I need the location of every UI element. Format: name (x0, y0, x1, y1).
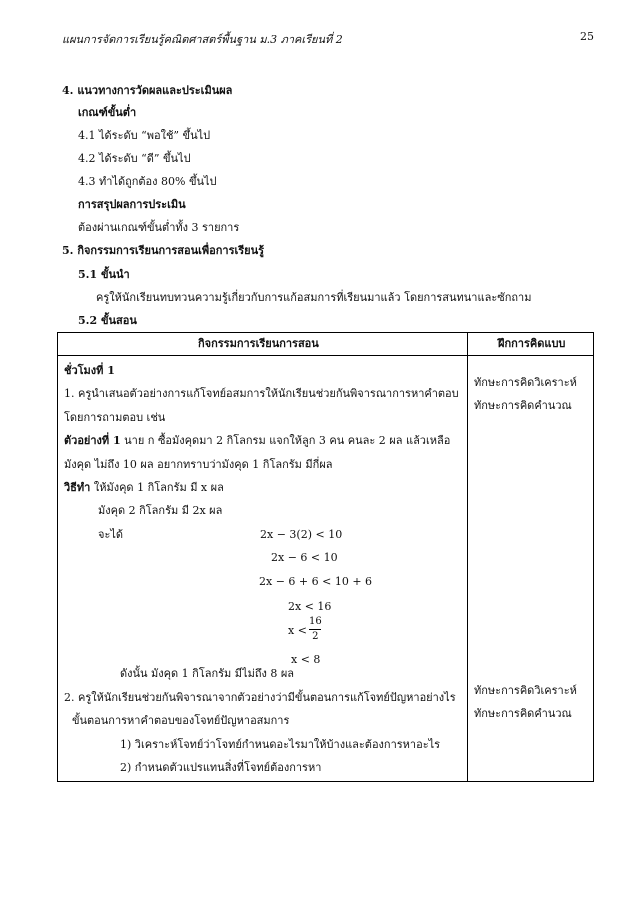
document-title: แผนการจัดการเรียนรู้คณิตศาสตร์พื้นฐาน ม.3 ภาคเรียนที่ 2 (62, 33, 343, 46)
fraction-denominator: 2 (312, 631, 319, 642)
skill-item: ทักษะการคิดวิเคราะห์ (474, 376, 577, 389)
table-header-activities: กิจกรรมการเรียนการสอน (198, 337, 319, 350)
sub-step: 2) กำหนดตัวแปรแทนสิ่งที่โจทย์ต้องการหา (120, 761, 322, 774)
math-step: 2x − 6 < 10 (271, 551, 338, 564)
fraction (309, 616, 322, 643)
math-step: 2x < 16 (288, 600, 332, 613)
item1-text: โดยการถามตอบ เช่น (64, 411, 166, 424)
skill-item: ทักษะการคิดวิเคราะห์ (474, 684, 577, 697)
step1-heading: 5.1 ขั้นนำ (78, 268, 130, 281)
item1-text: 1. ครูนำเสนอตัวอย่างการแก้โจทย์อสมการให้นักเรียนช่วยกันพิจารณาการหาคำตอบ (64, 387, 459, 400)
hour-label: ชั่วโมงที่ 1 (64, 364, 115, 377)
page-header (62, 30, 594, 48)
math-step: 2x − 3(2) < 10 (260, 528, 343, 541)
step1-text: ครูให้นักเรียนทบทวนความรู้เกี่ยวกับการแก้อสมการที่เรียนมาแล้ว โดยการสนทนาและซักถาม (96, 291, 532, 304)
example-line: นาย ก ซื้อมังคุดมา 2 กิโลกรม แจกให้ลูก 3 คน คนละ 2 ผล แล้วเหลือ (120, 434, 451, 447)
page-number: 25 (580, 30, 594, 43)
section5-heading: 5. กิจกรรมการเรียนการสอนเพื่อการเรียนรู้ (62, 244, 265, 257)
method-label: วิธีทำ (64, 481, 91, 494)
fraction-numerator: 16 (309, 616, 322, 627)
criteria-item: 4.1 ได้ระดับ “พอใช้” ขึ้นไป (78, 129, 211, 142)
criteria-item: 4.2 ได้ระดับ “ดี” ขึ้นไป (78, 152, 191, 165)
step2-heading: 5.2 ขั้นสอน (78, 314, 137, 327)
skill-item: ทักษะการคิดคำนวณ (474, 707, 572, 720)
example-text (64, 434, 450, 448)
skill-item: ทักษะการคิดคำนวณ (474, 399, 572, 412)
item2-text: 2. ครูให้นักเรียนช่วยกันพิจารณาจากตัวอย่างว่ามีขั้นตอนการแก้โจทย์ปัญหาอย่างไร (64, 691, 456, 704)
method-text (64, 481, 224, 495)
summary-text: ต้องผ่านเกณฑ์ขั้นต่ำทั้ง 3 รายการ (78, 221, 240, 234)
conclusion-text: ดังนั้น มังคุด 1 กิโลกรัม มีไม่ถึง 8 ผล (120, 667, 295, 680)
column-divider (467, 333, 468, 781)
fraction-bar (309, 629, 321, 630)
two-kg-line: มังคุด 2 กิโลกรัม มี 2x ผล (98, 504, 223, 517)
criteria-item: 4.3 ทำได้ถูกต้อง 80% ขึ้นไป (78, 175, 217, 188)
item2-text: ขั้นตอนการหาคำตอบของโจทย์ปัญหาอสมการ (72, 714, 290, 727)
get-label: จะได้ (98, 528, 124, 541)
section4-heading: 4. แนวทางการวัดผลและประเมินผล (62, 84, 233, 97)
math-step: 2x − 6 + 6 < 10 + 6 (259, 575, 373, 588)
example-label: ตัวอย่างที่ 1 (64, 434, 121, 447)
example-line: มังคุด ไม่ถึง 10 ผล อยากทราบว่ามังคุด 1 กิโลกรัม มีกี่ผล (64, 458, 333, 471)
summary-heading: การสรุปผลการประเมิน (78, 198, 186, 211)
table-header-thinking: ฝึกการคิดแบบ (498, 337, 566, 350)
math-step: x < 8 (291, 653, 321, 666)
criteria-heading: เกณฑ์ขั้นต่ำ (78, 106, 137, 119)
fraction-lhs: x < (288, 624, 307, 637)
activity-table (57, 332, 594, 782)
method-line: ให้มังคุด 1 กิโลกรัม มี x ผล (90, 481, 224, 494)
sub-step: 1) วิเคราะห์โจทย์ว่าโจทย์กำหนดอะไรมาให้บ้างและต้องการหาอะไร (120, 738, 441, 751)
